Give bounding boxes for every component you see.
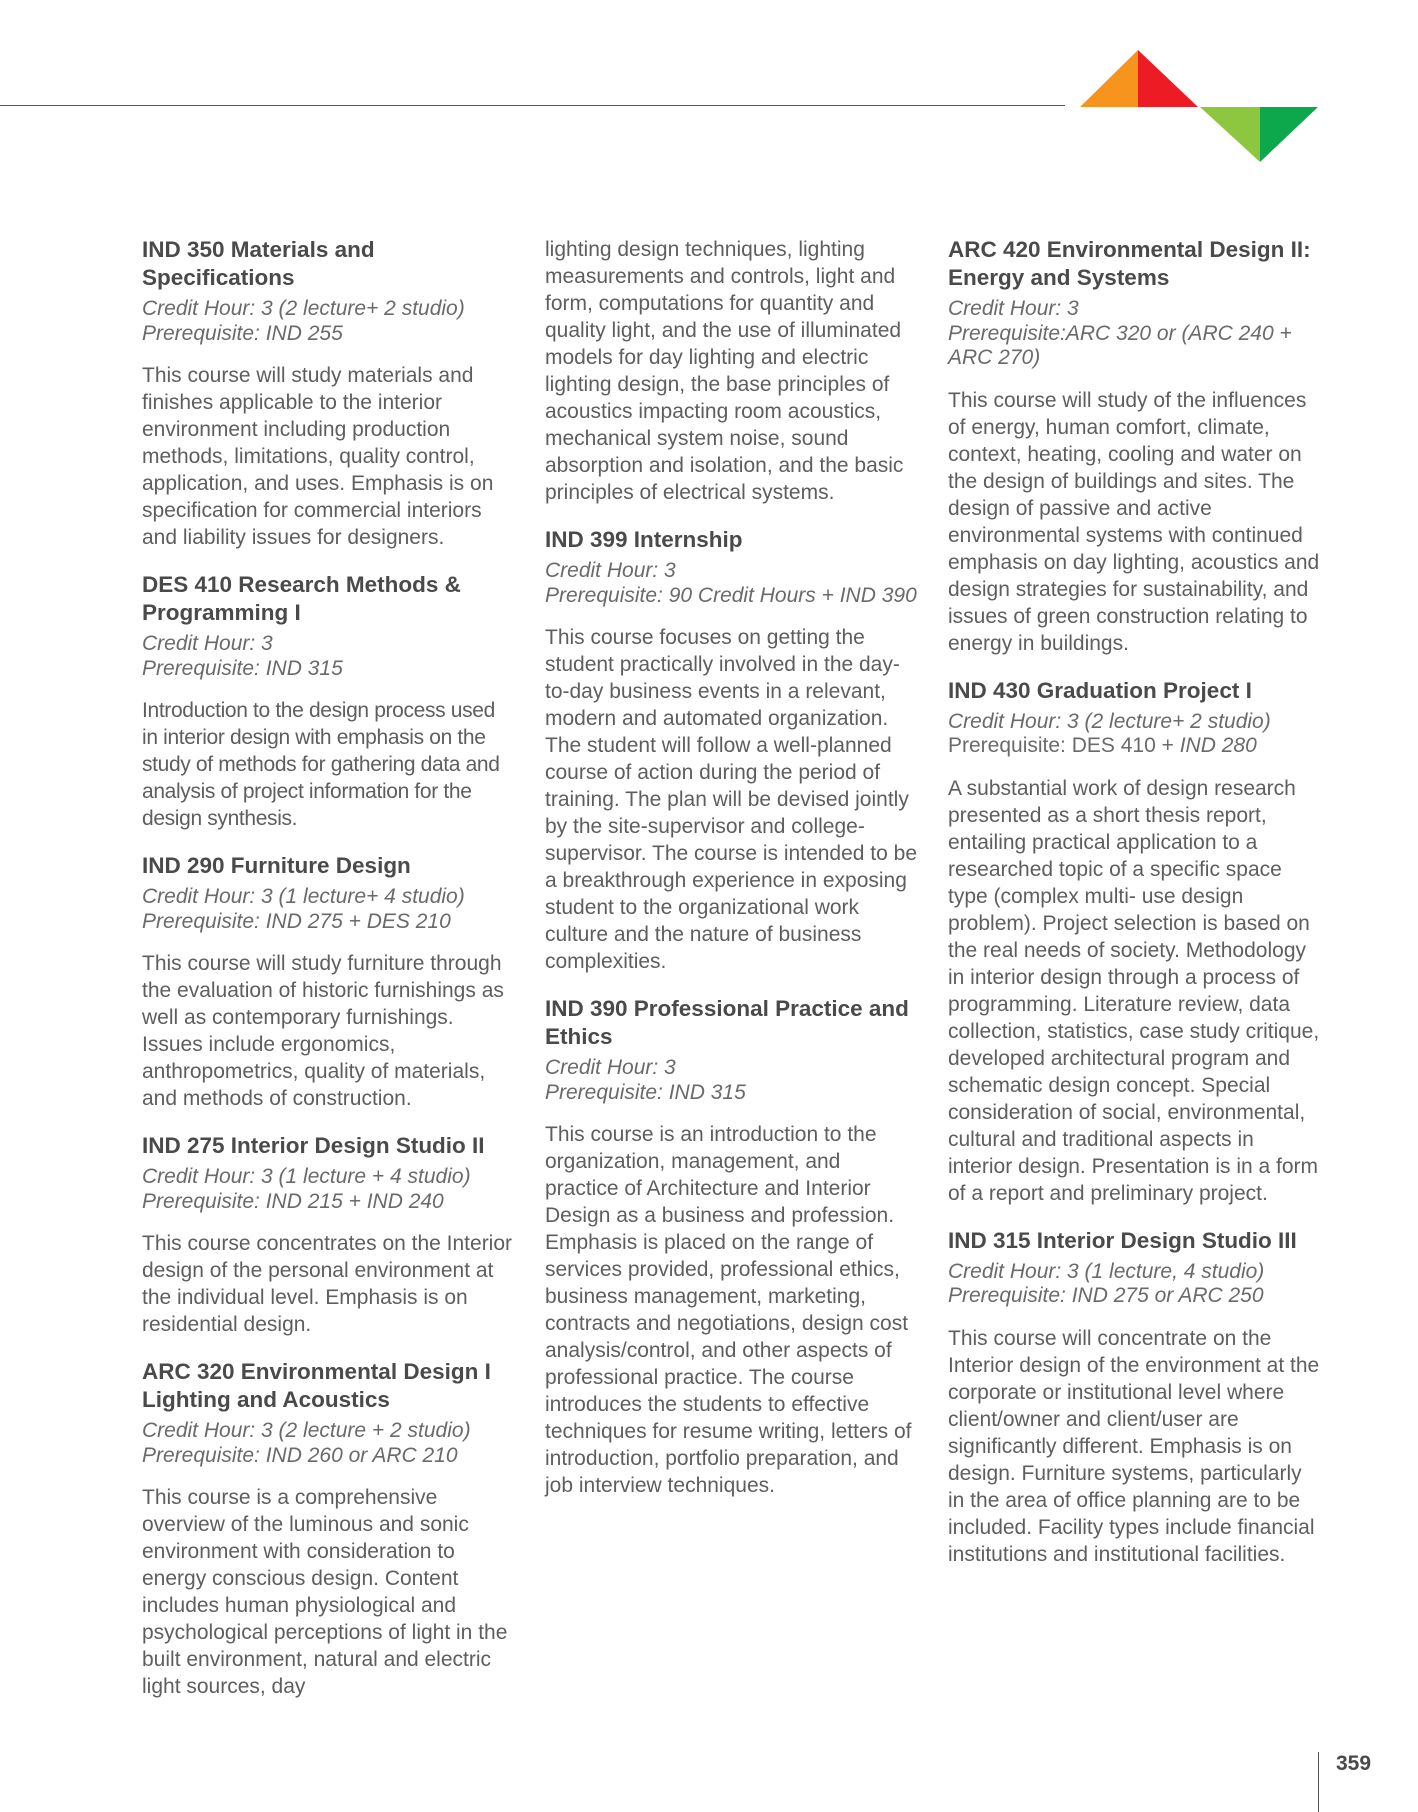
prerequisite: Prerequisite: IND 275 or ARC 250 [948, 1284, 1264, 1307]
course-description: A substantial work of design research presented as a short thesis report, entailing practical application to a researched topic of a specific space type (complex multi- use design problem). Project selection is based on the real needs of society. Methodology in interior design through a process of programming. Literature review, data collection, statistics, case study critique, developed architectural program and schematic design concept. Special consideration of social, environmental, cultural and traditional aspects in interior design. Presentation is in a form of a report and preliminary project. [948, 776, 1320, 1205]
credit-hour: Credit Hour: 3 (2 lecture + 2 studio) [142, 1419, 471, 1442]
logo-red-triangle [1138, 50, 1198, 107]
prerequisite-italic: IND 280 [1179, 734, 1257, 757]
course-meta [948, 297, 1320, 371]
credit-hour: Credit Hour: 3 [545, 1056, 676, 1079]
credit-hour: Credit Hour: 3 [142, 632, 273, 655]
course-description: Introduction to the design process used in interior design with emphasis on the study of methods for gathering data and analysis of project information for the design synthesis. [142, 699, 500, 830]
course-meta [142, 297, 514, 346]
course-meta [142, 632, 514, 681]
course-description: This course concentrates on the Interior design of the personal environment at the individual level. Emphasis is on residential design. [142, 1232, 513, 1336]
course-arc420 [948, 236, 1320, 657]
course-title: IND 315 Interior Design Studio III [948, 1227, 1297, 1253]
course-ind275 [142, 1132, 514, 1338]
prerequisite: Prerequisite: IND 315 [142, 656, 343, 680]
course-title: IND 390 Professional Practice and Ethics [545, 996, 909, 1049]
course-ind430 [948, 677, 1320, 1207]
prerequisite: Prerequisite: IND 215 + IND 240 [142, 1189, 444, 1213]
course-description-continued: lighting design techniques, lighting measurements and controls, light and form, computations for quantity and quality light, and the use of illuminated models for day lighting and electric lighting design, the base principles of acoustics impacting room acoustics, mechanical system noise, sound absorption and isolation, and the basic principles of electrical systems. [545, 238, 904, 504]
footer-rule [1318, 1752, 1319, 1812]
credit-hour: Credit Hour: 3 (1 lecture + 4 studio) [142, 1165, 471, 1188]
course-meta [142, 885, 514, 934]
course-ind290 [142, 852, 514, 1112]
prerequisite: Prerequisite:ARC 320 or (ARC 240 + ARC 270) [948, 321, 1292, 369]
credit-hour: Credit Hour: 3 (1 lecture+ 4 studio) [142, 885, 465, 908]
prerequisite: Prerequisite: IND 275 + DES 210 [142, 909, 451, 933]
course-meta [545, 1056, 917, 1105]
course-description: This course focuses on getting the student practically involved in the day-to-day business events in a relevant, modern and automated organization. The student will follow a well-planned course of action during the period of training. The plan will be devised jointly by the site-supervisor and college-supervisor. The course is intended to be a breakthrough experience in exposing student to the organizational work culture and the nature of business complexities. [545, 626, 918, 973]
course-title: IND 290 Furniture Design [142, 853, 411, 878]
column-2 [545, 236, 917, 1519]
course-meta [948, 710, 1320, 759]
prerequisite [948, 734, 1320, 759]
course-description: This course is a comprehensive overview of the luminous and sonic environment with consideration to energy conscious design. Content includes human physiological and psychological perceptions of light in the built environment, natural and electric light sources, day [142, 1486, 508, 1698]
course-ind399 [545, 526, 917, 975]
credit-hour: Credit Hour: 3 [948, 297, 1079, 320]
course-description: This course will study materials and finishes applicable to the interior environment including production methods, limitations, quality control, application, and uses. Emphasis is on specification for commercial interiors and liability issues for designers. [142, 364, 494, 549]
course-meta [142, 1419, 514, 1468]
prerequisite: Prerequisite: 90 Credit Hours + IND 390 [545, 583, 917, 607]
prerequisite: Prerequisite: IND 255 [142, 321, 343, 345]
course-meta [948, 1260, 1320, 1309]
course-title: IND 350 Materials and Specifications [142, 237, 375, 290]
course-title: IND 430 Graduation Project I [948, 677, 1252, 703]
course-description: This course will study furniture through the evaluation of historic furnishings as well as contemporary furnishings. Issues include ergonomics, anthropometrics, quality of materials, and methods of construction. [142, 952, 504, 1110]
column-3 [948, 236, 1320, 1588]
course-description: This course will concentrate on the Interior design of the environment at the corporate or institutional level where client/owner and client/user are significantly different. Emphasis is on design. Furniture systems, particularly in the area of office planning are to be included. Facility types include financial institutions and institutional facilities. [948, 1326, 1320, 1566]
credit-hour: Credit Hour: 3 (2 lecture+ 2 studio) [948, 709, 1271, 733]
prerequisite: Prerequisite: IND 260 or ARC 210 [142, 1443, 458, 1467]
column-1 [142, 236, 514, 1720]
course-arc320 [142, 1358, 514, 1700]
logo-orange-triangle [1080, 50, 1138, 107]
prerequisite: Prerequisite: IND 315 [545, 1080, 746, 1104]
page-number: 359 [1336, 1752, 1372, 1775]
header-rule [0, 105, 1065, 106]
course-meta [545, 559, 917, 608]
course-title: DES 410 Research Methods & Programming I [142, 572, 461, 625]
course-ind315 [948, 1227, 1320, 1568]
credit-hour: Credit Hour: 3 (2 lecture+ 2 studio) [142, 297, 465, 320]
course-title: ARC 320 Environmental Design I Lighting and Acoustics [142, 1359, 491, 1412]
prerequisite-plain: Prerequisite: DES 410 + [948, 734, 1174, 757]
course-ind390 [545, 995, 917, 1499]
course-description: This course will study of the influences of energy, human comfort, climate, context, heating, cooling and water on the design of buildings and sites. The design of passive and active environmental systems with continued emphasis on day lighting, acoustics and design strategies for sustainability, and issues of green construction relating to energy in buildings. [948, 388, 1320, 655]
credit-hour: Credit Hour: 3 [545, 559, 676, 582]
triangle-logo [1080, 50, 1320, 165]
credit-hour: Credit Hour: 3 (1 lecture, 4 studio) [948, 1259, 1265, 1283]
course-des410 [142, 571, 514, 832]
course-description: This course is an introduction to the organization, management, and practice of Architecture and Interior Design as a business and profession. Emphasis is placed on the range of services provided, professional ethics, business management, marketing, contracts and negotiations, design cost analysis/control, and other aspects of professional practice. The course introduces the students to effective techniques for resume writing, letters of introduction, portfolio preparation, and job interview techniques. [545, 1123, 912, 1497]
course-title: IND 275 Interior Design Studio II [142, 1133, 485, 1158]
logo-lime-triangle [1200, 107, 1260, 162]
course-title: ARC 420 Environmental Design II: Energy and Systems [948, 237, 1311, 290]
logo-green-triangle [1260, 107, 1318, 162]
course-meta [142, 1165, 514, 1214]
course-title: IND 399 Internship [545, 527, 743, 552]
course-ind350 [142, 236, 514, 551]
